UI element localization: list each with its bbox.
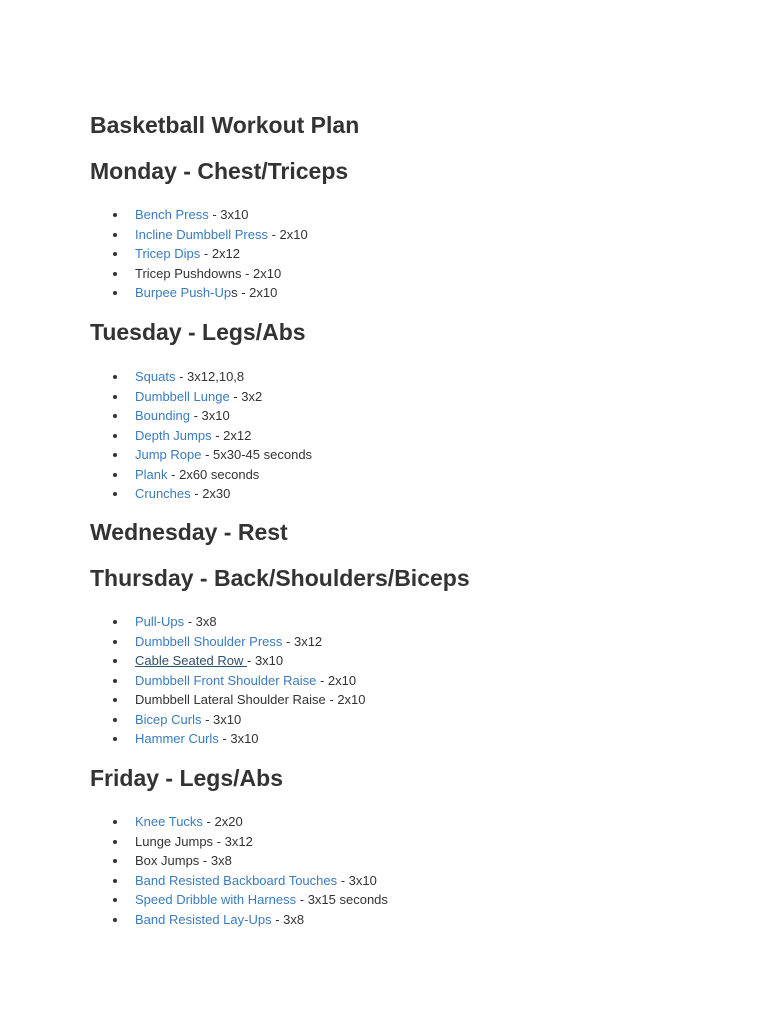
list-item [90,205,308,225]
list-item [90,710,366,730]
list-item [90,465,312,485]
exercise-detail: - 2x20 [202,814,243,829]
exercise-detail: - 3x12,10,8 [175,369,245,384]
exercise-detail: - 3x15 seconds [296,892,388,907]
exercise-detail: - 5x30-45 seconds [201,447,313,462]
list-item [90,387,312,407]
list-item [90,484,312,504]
exercise-link[interactable]: Speed Dribble with Harness [135,892,297,907]
day-heading-wednesday: Wednesday - Rest [90,519,288,545]
bullet-icon [113,434,117,438]
exercise-list-friday [90,812,388,929]
exercise-link[interactable]: Pull-Ups [135,614,185,629]
day-heading-friday: Friday - Legs/Abs [90,765,283,791]
exercise-link[interactable]: Band Resisted Backboard Touches [135,872,338,888]
bullet-icon [113,473,117,477]
bullet-icon [113,879,117,883]
list-item [90,283,308,303]
exercise-detail: s - 2x10 [231,285,278,300]
bullet-icon [113,233,117,237]
bullet-icon [113,213,117,217]
exercise-link[interactable]: Squats [135,369,176,384]
exercise-detail: - 2x10 [267,226,308,242]
exercise-detail: Lunge Jumps - 3x12 [135,833,253,849]
exercise-link[interactable]: Dumbbell Front Shoulder Raise [135,672,317,688]
list-item [90,244,308,264]
exercise-link[interactable]: Bench Press [135,207,209,222]
list-item [90,729,366,749]
list-item [90,690,366,710]
exercise-detail: - 3x8 [184,614,217,629]
bullet-icon [113,375,117,379]
bullet-icon [113,859,117,863]
list-item [90,445,312,465]
bullet-icon [113,718,117,722]
exercise-link[interactable]: Depth Jumps [135,427,212,443]
exercise-detail: - 2x60 seconds [167,466,260,482]
exercise-link[interactable]: Band Resisted Lay-Ups [135,911,272,927]
list-item [90,871,388,891]
list-item [90,851,388,871]
bullet-icon [113,679,117,683]
exercise-detail: - 2x12 [200,246,241,261]
exercise-link[interactable]: Jump Rope [135,447,202,462]
list-item [90,632,366,652]
exercise-detail: - 3x10 [201,711,242,727]
list-item [90,426,312,446]
exercise-link[interactable]: Cable Seated Row [135,653,248,668]
bullet-icon [113,698,117,702]
bullet-icon [113,453,117,457]
list-item [90,910,388,930]
day-heading-thursday: Thursday - Back/Shoulders/Biceps [90,565,470,591]
exercise-detail: - 3x10 [218,731,259,746]
bullet-icon [113,840,117,844]
exercise-link[interactable]: Crunches [135,486,191,501]
exercise-detail: Box Jumps - 3x8 [135,853,232,868]
exercise-link[interactable]: Plank [135,466,168,482]
exercise-link[interactable]: Burpee Push-Up [135,285,232,300]
bullet-icon [113,898,117,902]
bullet-icon [113,252,117,256]
list-item [90,225,308,245]
exercise-detail: - 3x10 [189,408,230,423]
exercise-list-tuesday [90,367,312,504]
exercise-detail: - 2x10 [316,672,357,688]
exercise-link[interactable]: Dumbbell Lunge [135,388,230,404]
exercise-link[interactable]: Knee Tucks [135,814,203,829]
exercise-detail: - 3x10 [337,872,377,888]
list-item [90,367,312,387]
exercise-link[interactable]: Bounding [135,408,190,423]
exercise-list-monday [90,205,308,303]
list-item [90,264,308,284]
bullet-icon [113,918,117,922]
list-item [90,812,388,832]
exercise-link[interactable]: Incline Dumbbell Press [135,226,268,242]
bullet-icon [113,414,117,418]
bullet-icon [113,492,117,496]
exercise-link[interactable]: Tricep Dips [135,246,201,261]
bullet-icon [113,620,117,624]
list-item [90,832,388,852]
bullet-icon [113,291,117,295]
list-item [90,671,366,691]
day-heading-tuesday: Tuesday - Legs/Abs [90,319,306,345]
bullet-icon [113,272,117,276]
exercise-detail: Dumbbell Lateral Shoulder Raise - 2x10 [135,692,366,707]
exercise-link[interactable]: Dumbbell Shoulder Press [135,633,283,649]
exercise-link[interactable]: Bicep Curls [135,711,202,727]
list-item [90,651,366,671]
exercise-detail: - 3x12 [282,633,323,649]
day-heading-monday: Monday - Chest/Triceps [90,158,349,184]
exercise-detail: - 3x2 [229,388,263,404]
exercise-list-thursday [90,612,366,749]
bullet-icon [113,395,117,399]
exercise-link[interactable]: Hammer Curls [135,731,219,746]
bullet-icon [113,659,117,663]
exercise-detail: - 3x10 [247,653,284,668]
exercise-detail: - 2x30 [190,486,231,501]
exercise-detail: - 3x8 [271,911,305,927]
list-item [90,612,366,632]
list-item [90,890,388,910]
document-title: Basketball Workout Plan [90,112,360,138]
exercise-detail: - 3x10 [208,207,249,222]
exercise-detail: Tricep Pushdowns - 2x10 [135,265,282,281]
bullet-icon [113,640,117,644]
exercise-detail: - 2x12 [211,427,252,443]
bullet-icon [113,820,117,824]
bullet-icon [113,737,117,741]
list-item [90,406,312,426]
